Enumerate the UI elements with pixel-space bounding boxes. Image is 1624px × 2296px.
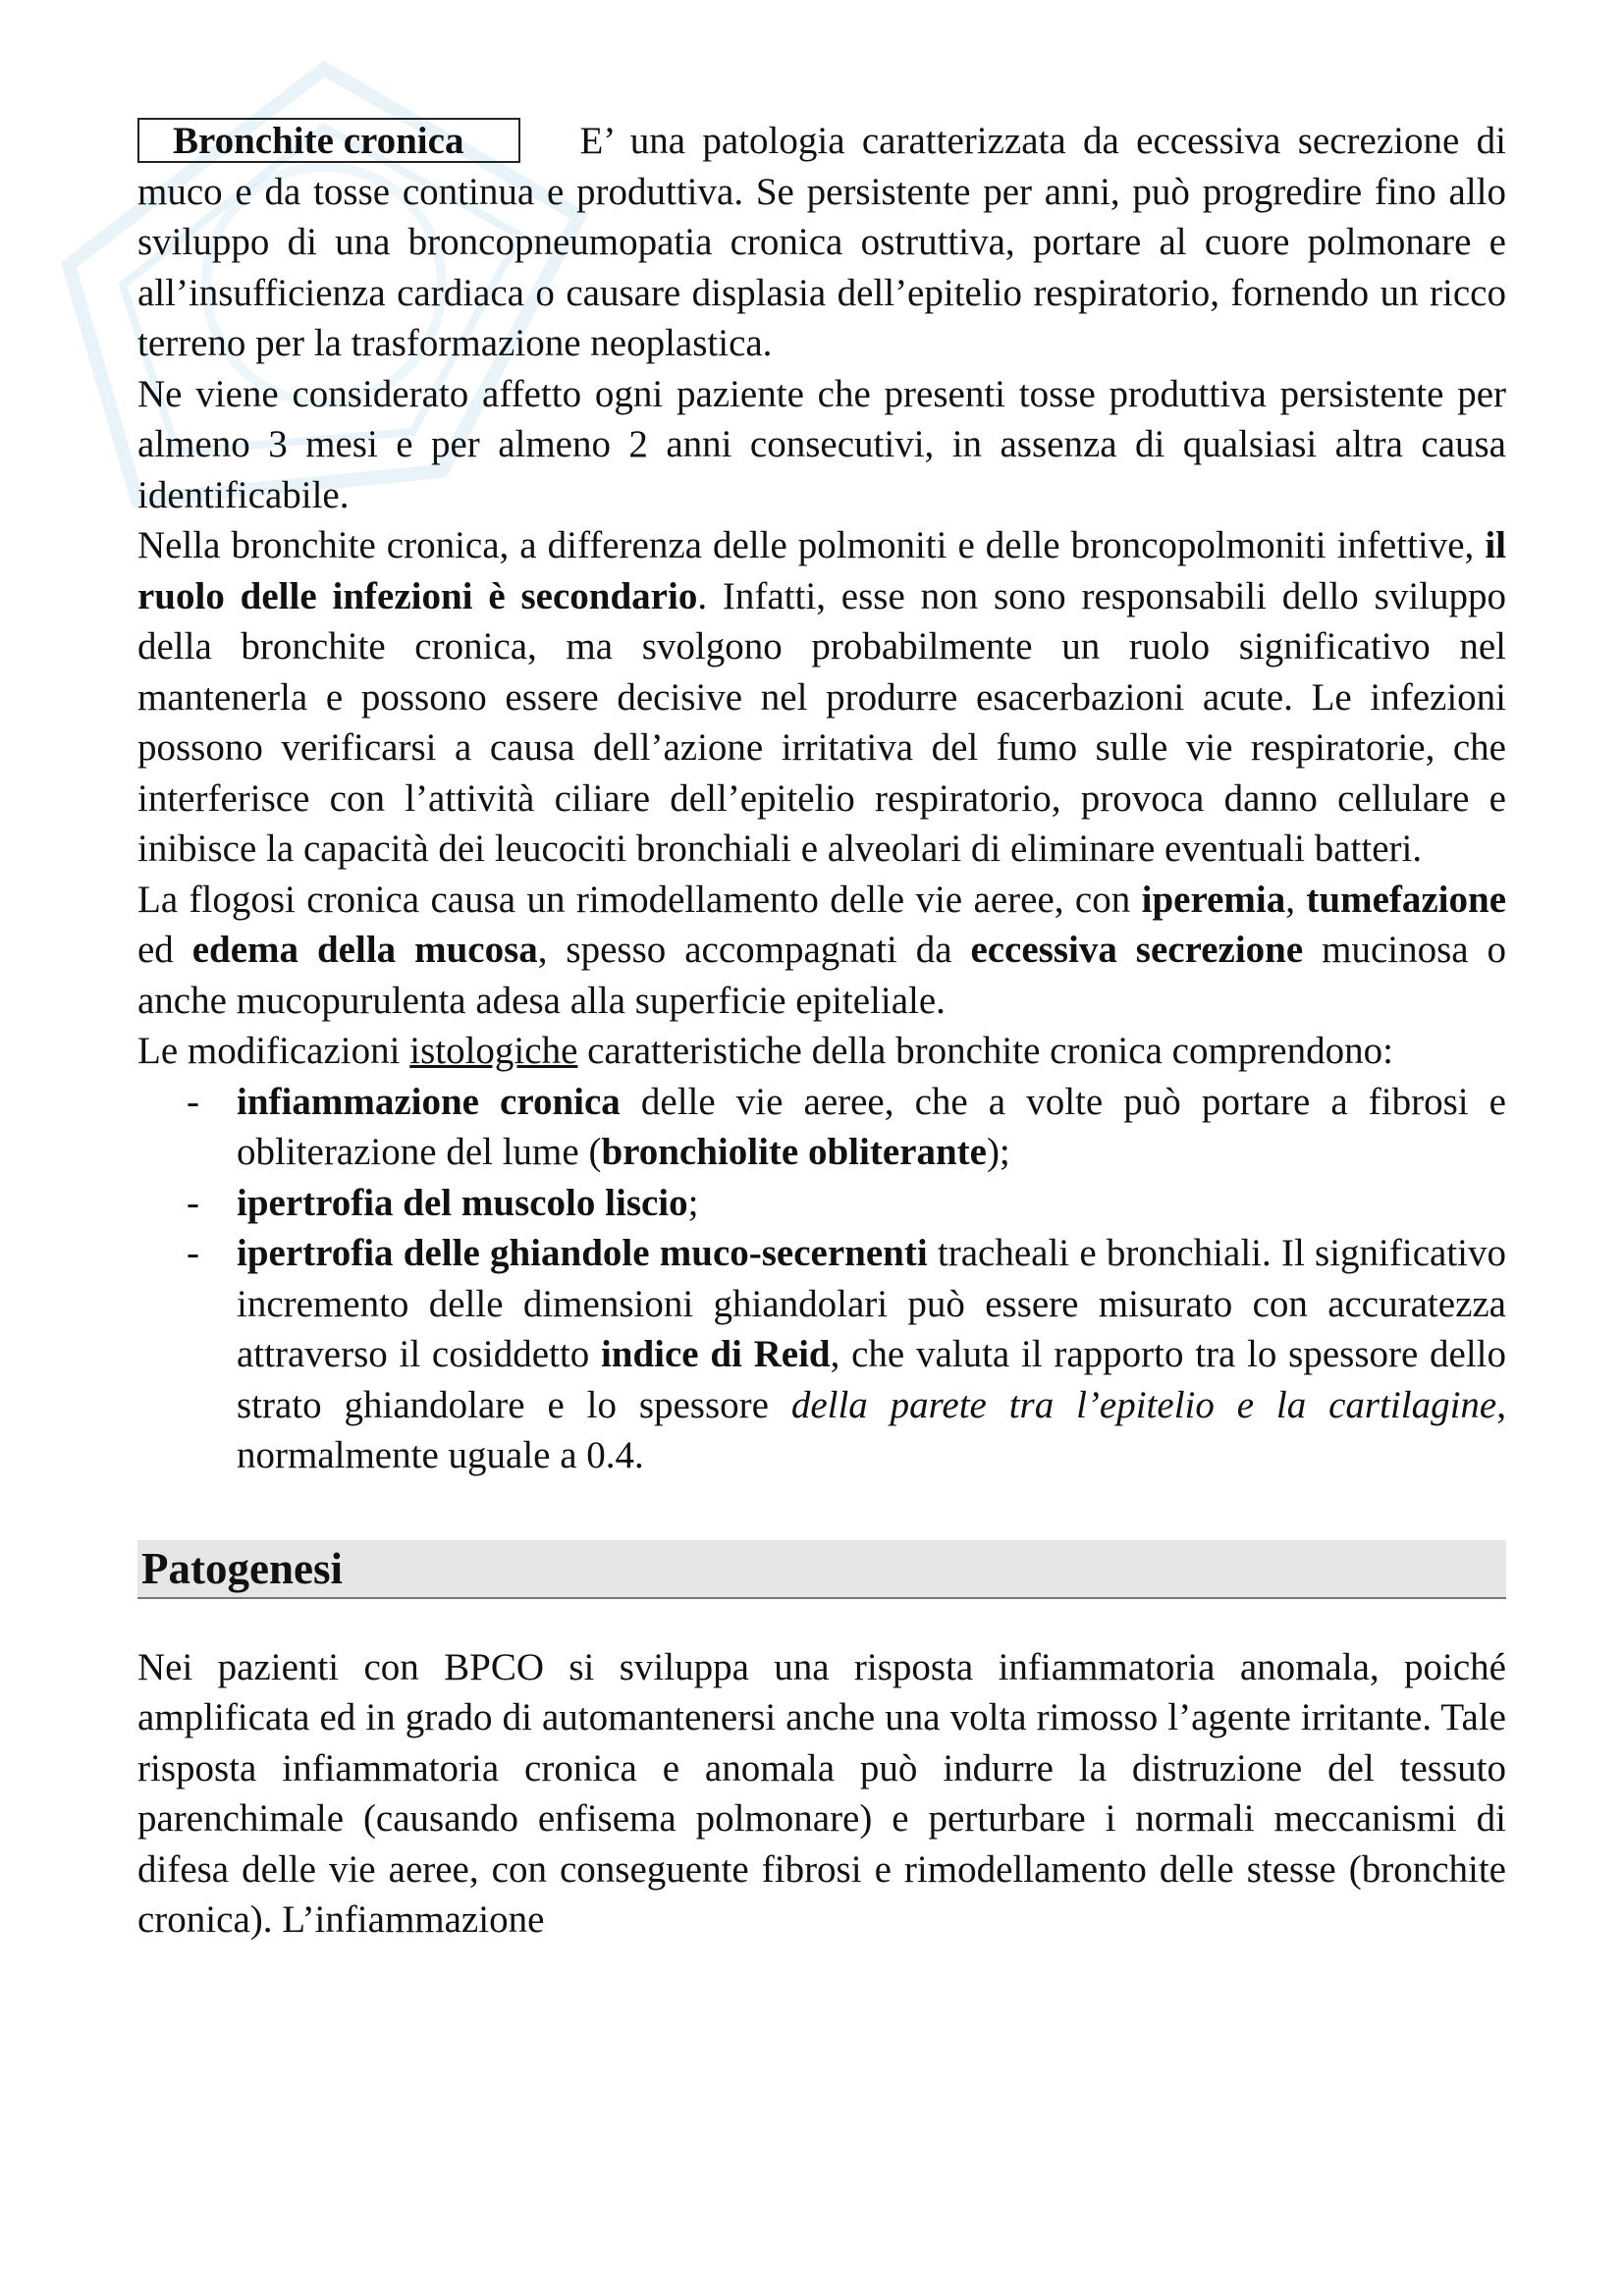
intro-paragraph	[137, 116, 1506, 369]
list-item	[137, 1077, 1506, 1178]
boxed-title: Bronchite cronica	[137, 118, 520, 163]
italic-span: della parete tra l’epitelio e la cartilagine	[790, 1383, 1497, 1426]
paragraph-remodeling	[137, 875, 1506, 1027]
bold-span: bronchiolite obliterante	[601, 1131, 987, 1173]
list-item	[137, 1228, 1506, 1481]
text-span: ,	[1285, 878, 1307, 921]
text-span: ;	[687, 1181, 699, 1224]
text-span: );	[986, 1131, 1010, 1173]
text-span: mucinosa o anche mucopurulenta adesa alla superficie epiteliale.	[137, 929, 1507, 1022]
histology-list	[137, 1077, 1506, 1481]
text-span: delle vie aeree, che a volte può portare a fibrosi e obliterazione del lume (	[237, 1080, 1506, 1173]
text-span: , normalmente uguale a 0.4.	[237, 1383, 1506, 1476]
text-span: Le modificazioni	[137, 1030, 410, 1072]
paragraph-infections	[137, 520, 1506, 875]
bold-span: eccessiva secrezione	[970, 929, 1304, 971]
bold-span: iperemia	[1141, 878, 1286, 921]
intro-text: E’ una patologia caratterizzata da eccessiva secrezione di muco e da tosse continua e produttiva. Se persistente per anni, può progredire fino allo sviluppo di una broncopneumopatia cronica ostruttiva, portare al cuore polmonare e all’insufficienza cardiaca o causare displasia dell’epitelio respiratorio, fornendo un ricco terreno per la trasformazione neoplastica.	[137, 120, 1506, 364]
paragraph-definition: Ne viene considerato affetto ogni paziente che presenti tosse produttiva persistente per almeno 3 mesi e per almeno 2 anni consecutivi, in assenza di qualsiasi altra causa identificabile.	[137, 372, 1506, 516]
dash-marker: -	[187, 1181, 199, 1224]
text-span: . Infatti, esse non sono responsabili dello sviluppo della bronchite cronica, ma svolgono probabilmente un ruolo significativo nel mantenerla e possono essere decisive nel produrre esacerbazioni acute. Le infezioni possono verificarsi a causa dell’azione irritativa del fumo sulle vie respiratorie, che interferisce con l’attività ciliare dell’epitelio respiratorio, provoca danno cellulare e inibisce la capacità dei leucociti bronchiali e alveolari di eliminare eventuali batteri.	[137, 574, 1506, 870]
text-span: , spesso accompagnati da	[537, 929, 971, 971]
bold-span: edema della mucosa	[191, 929, 538, 971]
section-heading: Patogenesi	[137, 1540, 1506, 1599]
bold-span: indice di Reid	[600, 1333, 831, 1375]
bold-span: il ruolo delle infezioni è secondario	[137, 524, 1506, 617]
paragraph-histology	[137, 1026, 1506, 1077]
text-span: , che valuta il rapporto tra lo spessore dello strato ghiandolare e lo spessore	[237, 1333, 1507, 1426]
text-span: tracheali e bronchiali. Il significativo incremento delle dimensioni ghiandolari può essere misurato con accuratezza attraverso il cosiddetto	[237, 1232, 1506, 1375]
text-span: La flogosi cronica causa un rimodellamento delle vie aeree, con	[137, 878, 1142, 921]
bold-span: ipertrofia delle ghiandole muco-secernenti	[237, 1232, 928, 1274]
bold-span: ipertrofia del muscolo liscio	[237, 1181, 688, 1224]
underlined-span: istologiche	[409, 1030, 578, 1072]
list-item	[137, 1178, 1506, 1229]
bold-span: infiammazione cronica	[237, 1080, 621, 1123]
text-span: Nella bronchite cronica, a differenza delle polmoniti e delle broncopolmoniti infettive,	[137, 524, 1486, 566]
bold-span: tumefazione	[1306, 878, 1507, 921]
paragraph-pathogenesis: Nei pazienti con BPCO si sviluppa una risposta infiammatoria anomala, poiché amplificata ed in grado di automantenersi anche una volta rimosso l’agente irritante. Tale risposta infiammatoria cronica e anomala può indurre la distruzione del tessuto parenchimale (causando enfisema polmonare) e perturbare i normali meccanismi di difesa delle vie aeree, con conseguente fibrosi e rimodellamento delle stesse (bronchite cronica). L’infiammazione	[137, 1645, 1506, 1941]
dash-marker: -	[187, 1232, 199, 1274]
document-page	[137, 116, 1506, 1946]
text-span: ed	[137, 929, 192, 971]
dash-marker: -	[187, 1080, 199, 1123]
text-span: caratteristiche della bronchite cronica comprendono:	[577, 1030, 1393, 1072]
